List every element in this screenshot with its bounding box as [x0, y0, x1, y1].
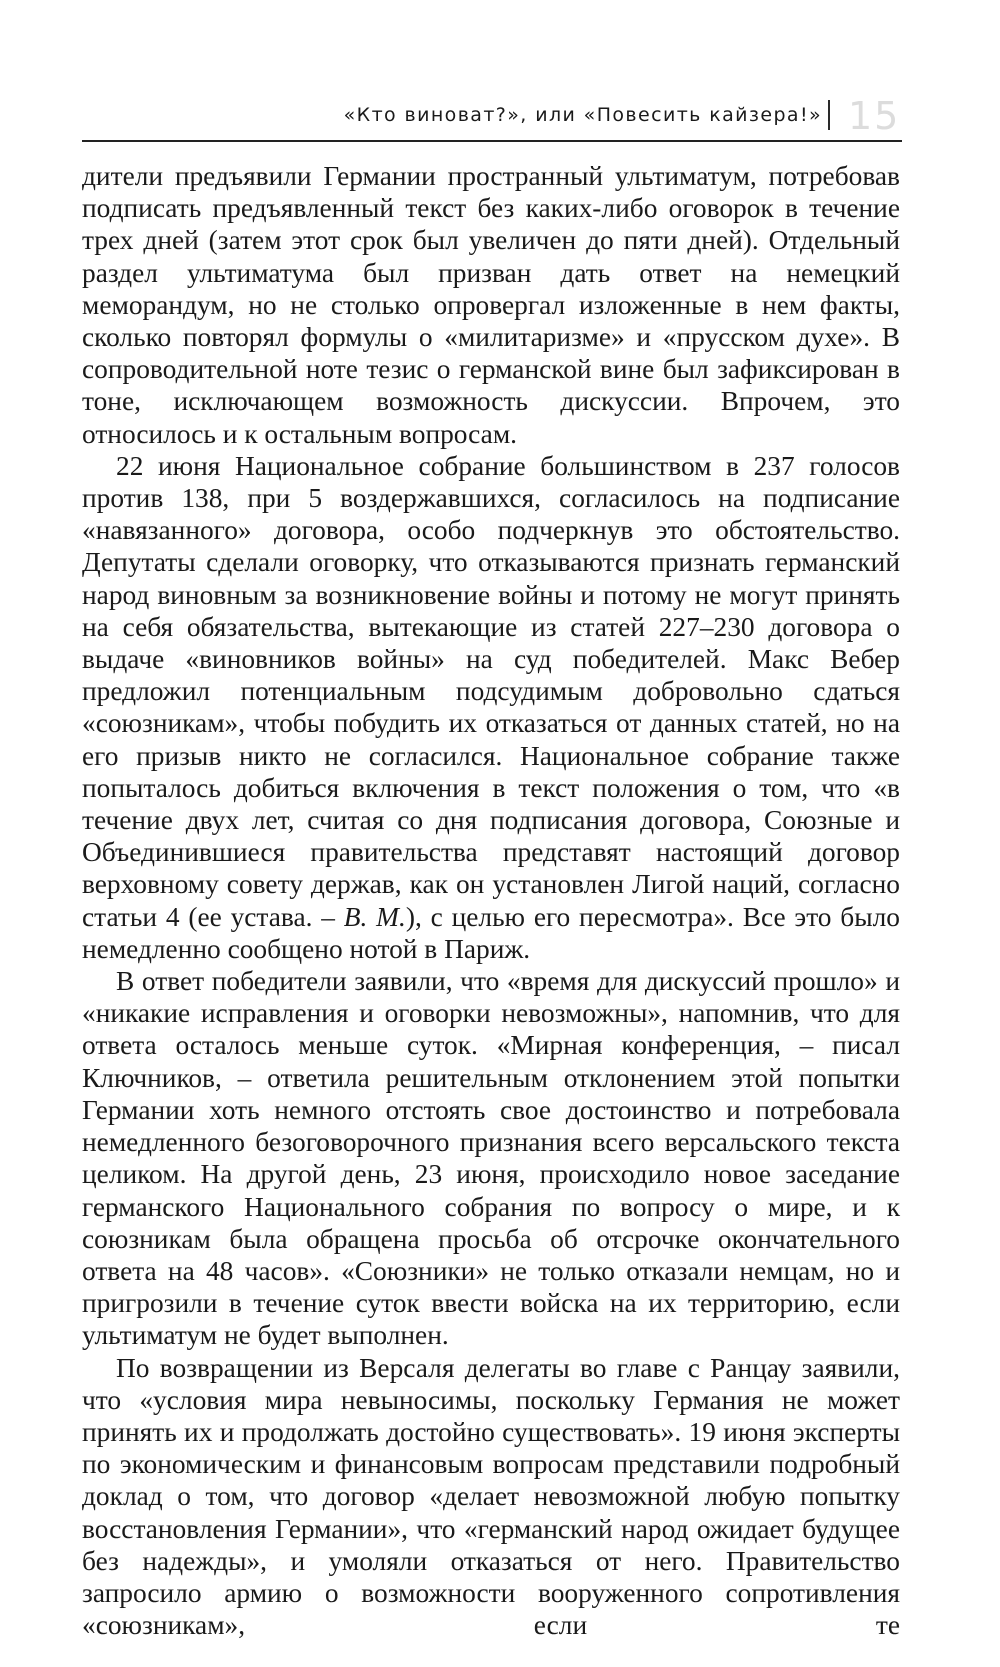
- paragraph-2-tail: ), с целью его пересмотра». Все это было немедленно сообщено нотой в Париж.: [82, 901, 901, 964]
- page-number: 15: [848, 94, 901, 138]
- paragraph-2-text: 22 июня Национальное собрание большинством в 237 голосов против 138, при 5 воздержавшихся, согласилось на подписание «навязанного» договора, особо подчеркнув это обстоятельство. Депутаты сделали оговорку, что отказываются признать германский народ виновным за возникновение войны и потому не могут принять на себя обязательства, вытекающие из статей 227–230 договора о выдаче «виновников войны» на суд победителей. Макс Вебер предложил потенциальным подсудимым добровольно сдаться «союзникам», чтобы побудить их отказаться от данных статей, но на его призыв никто не согласился. Национальное собрание также попыталось добиться включения в текст положения о том, что «в течение двух лет, считая со дня подписания договора, Союзные и Объединившиеся правительства представят настоящий договор верховному совету держав, как он установлен Лигой наций, согласно статьи 4 (ее устава. –: [82, 450, 900, 932]
- author-initials: В. М.: [343, 901, 406, 932]
- paragraph-4: По возвращении из Версаля делегаты во главе с Ранцау заявили, что «условия мира невыносимы, поскольку Германия не может принять их и продолжать достойно существовать». 19 июня эксперты по экономическим и финансовым вопросам представили подробный доклад о том, что договор «делает невозможной любую попытку восстановления Германии», что «германский народ ожидает будущее без надежды», и умоляли отказаться от него. Правительство запросило армию о возможности вооруженного сопротивления «союзникам», если те: [82, 1352, 900, 1641]
- running-title: «Кто виноват?», или «Повесить кайзера!»: [343, 104, 822, 126]
- header-separator: [828, 100, 830, 130]
- body-text: [82, 160, 900, 1641]
- header-rule: [82, 140, 902, 142]
- paragraph-1: дители предъявили Германии пространный ультиматум, потребовав подписать предъявленный текст без каких-либо оговорок в течение трех дней (затем этот срок был увеличен до пяти дней). Отдельный раздел ультиматума был призван дать ответ на немецкий меморандум, но не столько опровергал изложенные в нем факты, сколько повторял формулы о «милитаризме» и «прусском духе». В сопроводительной ноте тезис о германской вине был зафиксирован в тоне, исключающем возможность дискуссии. Впрочем, это относилось и к остальным вопросам.: [82, 161, 900, 449]
- running-head: [0, 96, 1000, 136]
- paragraph-3: В ответ победители заявили, что «время для дискуссий прошло» и «никакие исправления и оговорки невозможны», напомнив, что для ответа осталось меньше суток. «Мирная конференция, – писал Ключников, – ответила решительным отклонением этой попытки Германии хоть немного отстоять свое достоинство и потребовала немедленного безоговорочного признания всего версальского текста целиком. На другой день, 23 июня, происходило новое заседание германского Национального собрания по вопросу о мире, и к союзникам была обращена просьба об отсрочке окончательного ответа на 48 часов». «Союзники» не только отказали немцам, но и пригрозили в течение суток ввести войска на их территорию, если ультиматум не будет выполнен.: [82, 966, 900, 1351]
- paragraph-2: [82, 450, 900, 965]
